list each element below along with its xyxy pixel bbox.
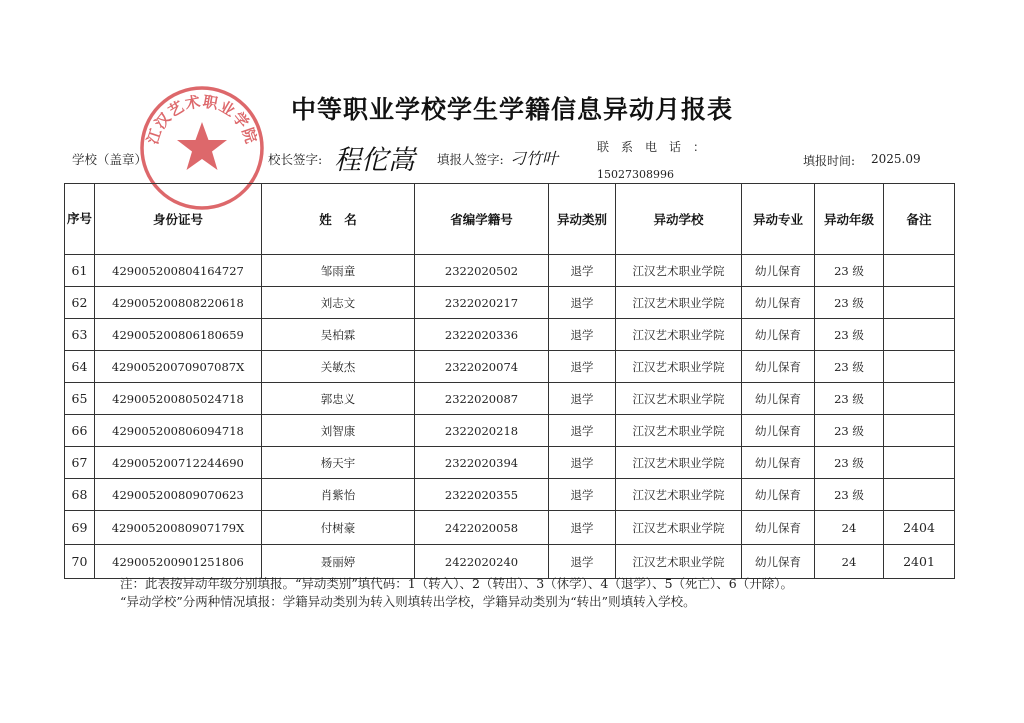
cell-name: 郭忠义 <box>262 383 415 415</box>
table-row <box>65 511 955 545</box>
col-header-seq: 序号 <box>65 184 95 255</box>
report-title: 中等职业学校学生学籍信息异动月报表 <box>290 95 733 124</box>
cell-student-no: 2322020218 <box>415 415 549 447</box>
table-row <box>65 479 955 511</box>
cell-id: 429005200712244690 <box>95 447 262 479</box>
principal-signature: 程佗嵩 <box>334 145 415 176</box>
col-header-student-no: 省编学籍号 <box>415 184 549 255</box>
contact-label: 联 系 电 话 ： <box>597 140 706 154</box>
cell-note <box>884 287 955 319</box>
cell-school: 江汉艺术职业学院 <box>616 545 742 579</box>
cell-school: 江汉艺术职业学院 <box>616 383 742 415</box>
seal-text: 江汉艺术职业学院 <box>143 92 261 147</box>
cell-name: 邹雨童 <box>262 255 415 287</box>
table-row <box>65 415 955 447</box>
cell-name: 肖紫怡 <box>262 479 415 511</box>
cell-id: 429005200806180659 <box>95 319 262 351</box>
cell-id: 429005200809070623 <box>95 479 262 511</box>
col-header-major: 异动专业 <box>742 184 815 255</box>
cell-grade: 23 级 <box>815 479 884 511</box>
cell-student-no: 2322020394 <box>415 447 549 479</box>
seal-star-icon <box>177 122 227 170</box>
footnotes <box>120 575 793 611</box>
cell-school: 江汉艺术职业学院 <box>616 287 742 319</box>
cell-student-no: 2322020217 <box>415 287 549 319</box>
cell-type: 退学 <box>549 319 616 351</box>
cell-school: 江汉艺术职业学院 <box>616 447 742 479</box>
cell-id: 429005200805024718 <box>95 383 262 415</box>
cell-student-no: 2422020058 <box>415 511 549 545</box>
cell-name: 付树豪 <box>262 511 415 545</box>
cell-major: 幼儿保育 <box>742 545 815 579</box>
cell-note <box>884 415 955 447</box>
cell-grade: 24 <box>815 545 884 579</box>
cell-major: 幼儿保育 <box>742 383 815 415</box>
cell-type: 退学 <box>549 511 616 545</box>
table-row <box>65 255 955 287</box>
cell-school: 江汉艺术职业学院 <box>616 479 742 511</box>
cell-student-no: 2422020240 <box>415 545 549 579</box>
cell-grade: 23 级 <box>815 351 884 383</box>
cell-school: 江汉艺术职业学院 <box>616 511 742 545</box>
cell-major: 幼儿保育 <box>742 415 815 447</box>
filler-signature: 刁竹叶 <box>510 149 559 168</box>
cell-student-no: 2322020336 <box>415 319 549 351</box>
cell-type: 退学 <box>549 255 616 287</box>
cell-major: 幼儿保育 <box>742 511 815 545</box>
cell-grade: 23 级 <box>815 447 884 479</box>
table-row <box>65 319 955 351</box>
col-header-grade: 异动年级 <box>815 184 884 255</box>
cell-seq: 66 <box>65 415 95 447</box>
cell-id: 429005200901251806 <box>95 545 262 579</box>
col-header-note: 备注 <box>884 184 955 255</box>
cell-school: 江汉艺术职业学院 <box>616 351 742 383</box>
cell-name: 聂丽婷 <box>262 545 415 579</box>
principal-label: 校长签字: <box>268 152 323 167</box>
cell-name: 刘智康 <box>262 415 415 447</box>
cell-major: 幼儿保育 <box>742 479 815 511</box>
cell-id: 429005200806094718 <box>95 415 262 447</box>
cell-note <box>884 255 955 287</box>
cell-major: 幼儿保育 <box>742 351 815 383</box>
cell-major: 幼儿保育 <box>742 287 815 319</box>
cell-id: 429005200804164727 <box>95 255 262 287</box>
cell-seq: 69 <box>65 511 95 545</box>
table-row <box>65 545 955 579</box>
cell-seq: 67 <box>65 447 95 479</box>
col-header-id: 身份证号 <box>95 184 262 255</box>
cell-seq: 68 <box>65 479 95 511</box>
cell-student-no: 2322020355 <box>415 479 549 511</box>
cell-seq: 62 <box>65 287 95 319</box>
cell-type: 退学 <box>549 545 616 579</box>
cell-student-no: 2322020074 <box>415 351 549 383</box>
footnote-line-2: “异动学校”分两种情况填报：学籍异动类别为转入则填转出学校，学籍异动类别为“转出”则填转入学校。 <box>120 594 696 609</box>
col-header-school: 异动学校 <box>616 184 742 255</box>
cell-grade: 23 级 <box>815 319 884 351</box>
cell-type: 退学 <box>549 479 616 511</box>
cell-type: 退学 <box>549 287 616 319</box>
cell-name: 杨天宇 <box>262 447 415 479</box>
col-header-type: 异动类别 <box>549 184 616 255</box>
filler-label: 填报人签字: <box>437 152 504 167</box>
cell-type: 退学 <box>549 383 616 415</box>
cell-note: 2401 <box>884 545 955 579</box>
cell-type: 退学 <box>549 415 616 447</box>
cell-major: 幼儿保育 <box>742 255 815 287</box>
contact-phone: 15027308996 <box>597 168 674 181</box>
cell-note <box>884 319 955 351</box>
cell-school: 江汉艺术职业学院 <box>616 255 742 287</box>
student-change-table <box>64 183 955 579</box>
col-header-name: 姓 名 <box>262 184 415 255</box>
cell-student-no: 2322020502 <box>415 255 549 287</box>
cell-type: 退学 <box>549 351 616 383</box>
cell-type: 退学 <box>549 447 616 479</box>
cell-name: 刘志文 <box>262 287 415 319</box>
cell-note <box>884 351 955 383</box>
cell-seq: 65 <box>65 383 95 415</box>
cell-grade: 23 级 <box>815 255 884 287</box>
date-label: 填报时间: <box>803 154 856 168</box>
school-label: 学校（盖章） <box>72 152 148 167</box>
cell-grade: 23 级 <box>815 415 884 447</box>
cell-grade: 23 级 <box>815 287 884 319</box>
cell-note: 2404 <box>884 511 955 545</box>
cell-seq: 64 <box>65 351 95 383</box>
cell-school: 江汉艺术职业学院 <box>616 319 742 351</box>
cell-name: 吴柏霖 <box>262 319 415 351</box>
cell-name: 关敏杰 <box>262 351 415 383</box>
cell-seq: 61 <box>65 255 95 287</box>
cell-student-no: 2322020087 <box>415 383 549 415</box>
cell-id: 429005200808220618 <box>95 287 262 319</box>
table-row <box>65 351 955 383</box>
date-value: 2025.09 <box>871 152 921 166</box>
table-row <box>65 447 955 479</box>
cell-major: 幼儿保育 <box>742 319 815 351</box>
cell-seq: 70 <box>65 545 95 579</box>
cell-note <box>884 383 955 415</box>
table-row <box>65 287 955 319</box>
cell-major: 幼儿保育 <box>742 447 815 479</box>
cell-id: 42900520080907179X <box>95 511 262 545</box>
cell-grade: 24 <box>815 511 884 545</box>
table-row <box>65 383 955 415</box>
cell-grade: 23 级 <box>815 383 884 415</box>
footnote-line-1: 注：此表按异动年级分别填报。“异动类别”填代码：1（转入）、2（转出）、3（休学）、4（退学）、5（死亡）、6（开除）。 <box>120 576 794 591</box>
cell-seq: 63 <box>65 319 95 351</box>
cell-note <box>884 479 955 511</box>
cell-school: 江汉艺术职业学院 <box>616 415 742 447</box>
cell-id: 42900520070907087X <box>95 351 262 383</box>
cell-note <box>884 447 955 479</box>
table-header-row <box>65 184 955 255</box>
